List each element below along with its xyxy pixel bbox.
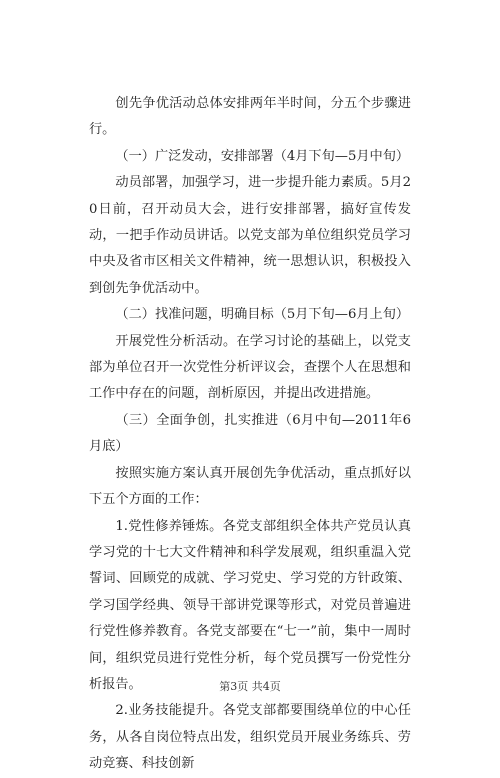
page-number: 第3页 共4页 (219, 680, 281, 693)
paragraph-section-1: 动员部署，加强学习，进一步提升能力素质。5月20日前，召开动员大会，进行安排部署，搞好宣传发动，一把手作动员讲话。以党支部为单位组织党员学习中央及省市区相关文件精神，统一思想认识，积极投入到创先争优活动中。 (89, 175, 411, 296)
paragraph-item-1: 1.党性修养锤炼。各党支部组织全体共产党员认真学习党的十七大文件精神和科学发展观，组织重温入党誓词、回顾党的成就、学习党史、学习党的方针政策、学习国学经典、领导干部讲党课等形式，对党员普遍进行党性修养教育。各党支部要在“七一”前，集中一周时间，组织党员进行党性分析，每个党员撰写一份党性分析报告。 (89, 518, 411, 692)
section-heading-2: （二）找准问题，明确目标（5月下旬—6月上旬） (115, 307, 410, 323)
section-heading-1: （一）广泛发动，安排部署（4月下旬—5月中旬） (115, 148, 410, 164)
paragraph-section-2: 开展党性分析活动。在学习讨论的基础上，以党支部为单位召开一次党性分析评议会，查摆个人在思想和工作中存在的问题，剖析原因，并提出改进措施。 (89, 333, 411, 402)
paragraph-intro: 创先争优活动总体安排两年半时间，分五个步骤进行。 (89, 96, 411, 138)
section-heading-3: （三）全面争创，扎实推进（6月中旬—2011年6月底） (89, 412, 411, 455)
paragraph-section-3: 按照实施方案认真开展创先争优活动，重点抓好以下五个方面的工作： (89, 465, 411, 508)
document-body (89, 91, 411, 778)
paragraph-item-2: 2.业务技能提升。各党支部都要围绕单位的中心任务，从各自岗位特点出发，组织党员开展业务练兵、劳动竞赛、科技创新 (89, 703, 411, 772)
